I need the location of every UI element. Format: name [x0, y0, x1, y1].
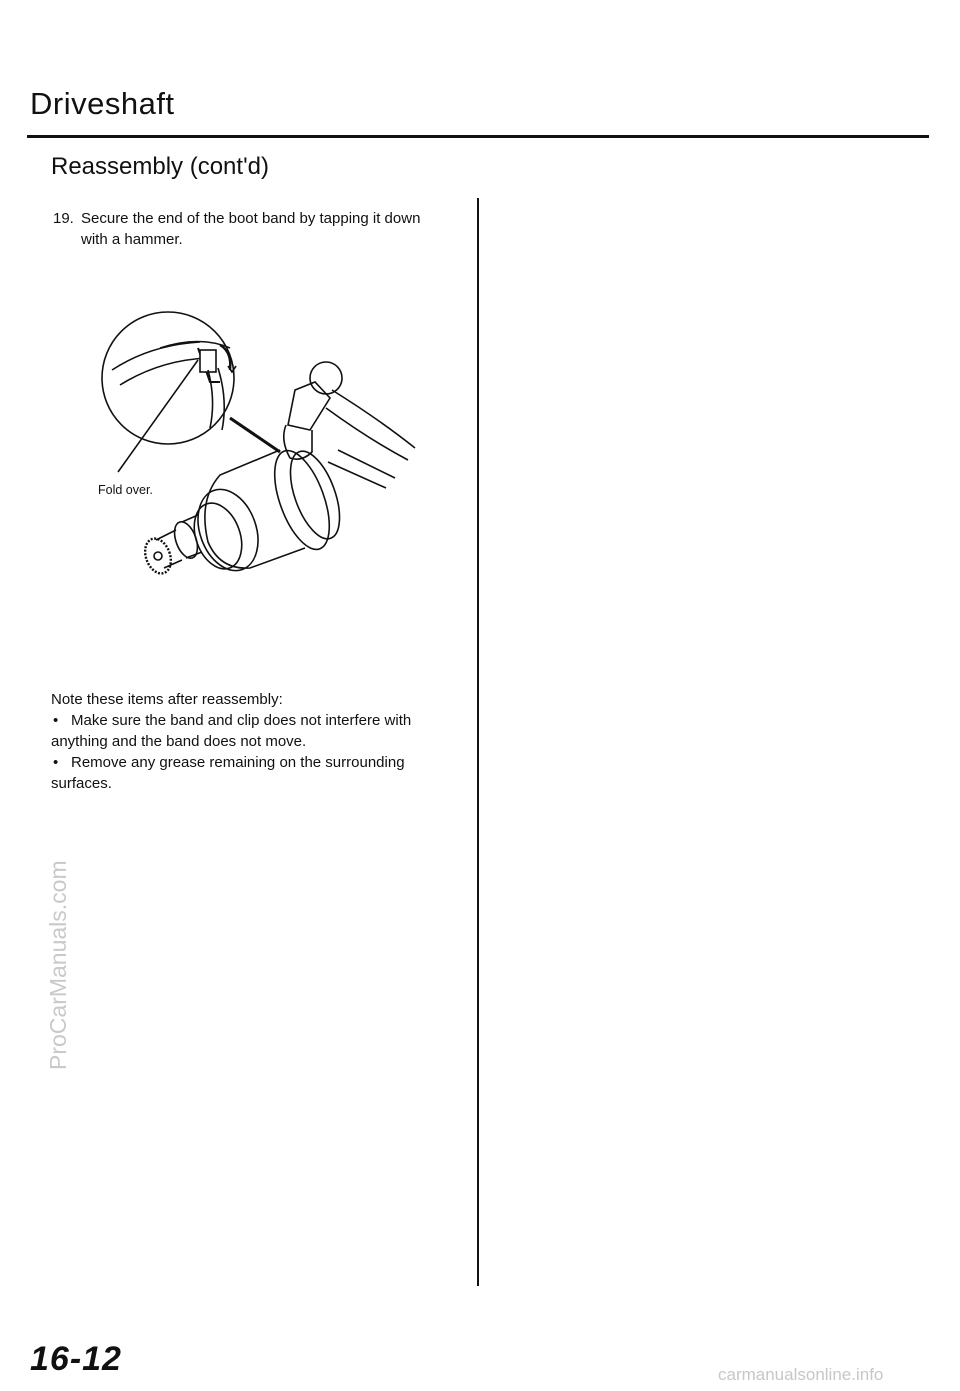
- hammer-head-icon: [310, 362, 342, 394]
- callout-leader: [118, 360, 198, 472]
- page-number: 16-12: [30, 1340, 122, 1378]
- step-text-line2: with a hammer.: [81, 231, 183, 248]
- watermark: ProCarManuals.com: [45, 860, 71, 1070]
- note-item-line2: surfaces.: [51, 775, 112, 792]
- step-text-line1: Secure the end of the boot band by tapping it down: [81, 210, 421, 227]
- note-item: [51, 710, 453, 731]
- note-item-line1: Make sure the band and clip does not interfere with: [71, 712, 412, 729]
- title-divider: [27, 135, 929, 138]
- fold-over-callout: Fold over.: [98, 483, 153, 497]
- page-title: Driveshaft: [30, 86, 175, 121]
- bullet-icon: •: [53, 712, 59, 729]
- column-divider: [477, 198, 479, 1286]
- detail-circle: [102, 312, 234, 444]
- notes-intro: Note these items after reassembly:: [51, 691, 283, 708]
- footer-site-watermark: carmanualsonline.info: [718, 1365, 884, 1384]
- boot-band-hammer-illustration: [90, 290, 440, 600]
- notes-section: [51, 689, 453, 794]
- bullet-icon: •: [53, 754, 59, 771]
- note-item: [51, 752, 453, 773]
- step-number: 19.: [53, 210, 74, 227]
- section-subtitle: Reassembly (cont'd): [51, 153, 269, 180]
- note-item-line1: Remove any grease remaining on the surrounding: [71, 754, 405, 771]
- note-item-line2: anything and the band does not move.: [51, 733, 307, 750]
- step-19: [53, 208, 453, 250]
